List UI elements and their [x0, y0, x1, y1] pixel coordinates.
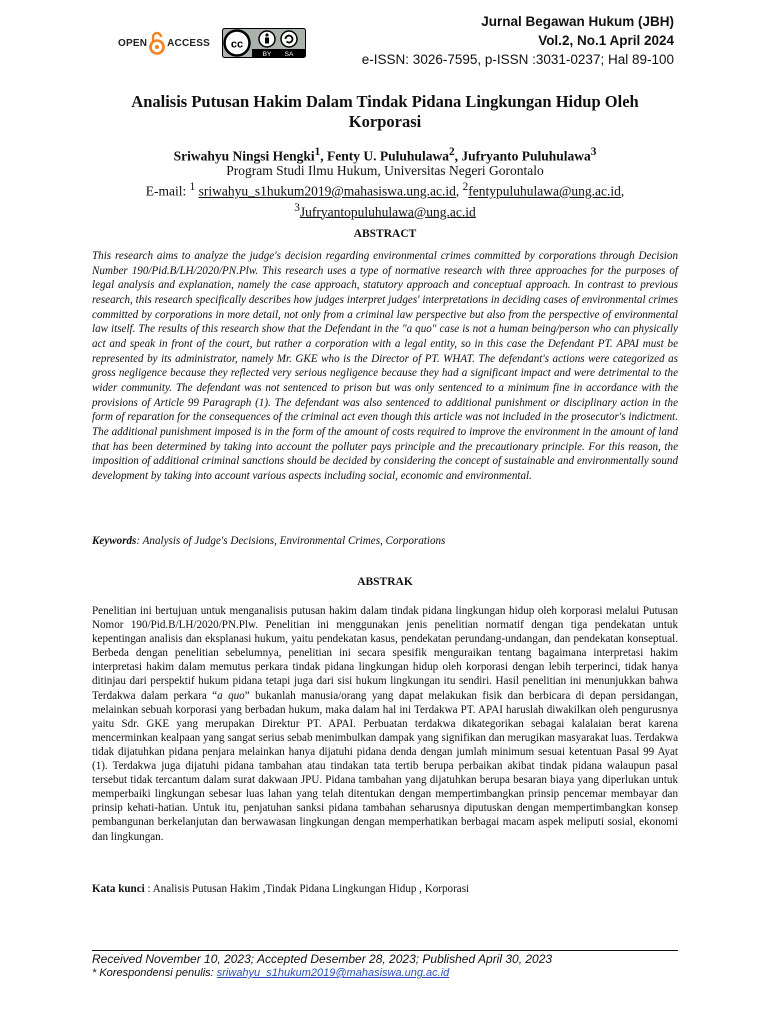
- journal-issn: e-ISSN: 3026-7595, p-ISSN :3031-0237; Hal 89-100: [361, 52, 674, 67]
- keywords-english: [92, 535, 678, 547]
- header-logos: [118, 28, 306, 58]
- keywords-indonesian: [92, 883, 678, 895]
- abstrak-heading: ABSTRAK: [357, 576, 413, 588]
- abstrak-text-part-2: ” bukanlah manusia/orang yang dapat melakukan fisik dan berbicara di depan persidangan, melainkan sebuah korporasi yang berbadan hukum, maka dalam hal ini Terdakwa PT. APAI haruslah diwakilkan oleh pengurusnya yaitu Sdr. GKE yang merupakan Direktur PT. APAI. Perbuatan terdakwa dikategorikan sebagai kalalaian berat karena mencerminkan kealpaan yang sangat serius sebab menimbulkan dampak yang signifikan dan merugikan masyarakat luas. Terdakwa tidak dijatuhkan pidana penjara melainkan hanya dijatuhi pidana denda dengan jumlah minimum sesuai ketentuan Pasal 99 Ayat (1). Terdakwa juga dijatuhi pidana tambahan atau tindakan tata tertib berupa perbaikan akibat tindak pidana walaupun pasal tersebut tidak tercantum dalam surat dakwaan JPU. Pidana tambahan yang dijatuhkan berupa besaran biaya yang diperlukan untuk memperbaiki lingkungan sebesar luas lahan yang telah ditentukan dengan mempertimbangkan prinsip pencemar membayar dan prinsip kehati-hatian. Untuk itu, penjatuhan sanksi pidana tambahan seharusnya diputuskan dengan mempertimbangkan konsep pembangunan berkelanjutan dan berwawasan lingkungan dengan memperhatikan berbagai macam aspek meliputi sosial, ekonomi dan lingkungan.: [92, 689, 678, 843]
- abstract-heading: ABSTRACT: [353, 228, 417, 240]
- email-1-link[interactable]: sriwahyu_s1hukum2019@mahasiswa.ung.ac.id: [198, 183, 456, 199]
- abstract-english-text: This research aims to analyze the judge's decision regarding environmental crimes committed by corporations through Decision Number 190/Pid.B/LH/2020/PN.Plw. This research uses a type of normative research with three approaches for the purposes of legal analysis and explanation, namely the case approach, statutory approach and conceptual approach. In contrast to previous research, this research specifically describes how judges interpret judges' interpretations in deciding cases of environmental crimes committed by corporations in more detail, not only from a criminal law perspective but also from the perspective of environmental law itself. The results of this research show that the Defendant in the "a quo" case is not a human being/person who can physically act and speak in front of the court, but rather a corporation with a legal entity, so in this case the Defendant PT. APAI must be represented by its administrator, namely Mr. GKE who is the Director of PT. WHAT. The defendant's actions were categorized as gross negligence because they reflected very serious negligence because they had a significant impact and were detrimental to the wider community. The defendant was not sentenced to prison but was only sentenced to a minimum fine in accordance with the provisions of Article 99 Paragraph (1). The defendant was also sentenced to additional punishment or disciplinary action in the form of reparation for the consequences of the criminal act even though this article was not included in the prosecutor's indictment. The additional punishment imposed is in the form of the amount of costs required to improve the environment in the amount of land that has been determined by taking into account the polluter pays principle and the precautionary principle. For this reason, the imposition of additional criminal sanctions should be decided by considering the concept of sustainable and environmentally sound development by taking into account various aspects including social, economic and environmental.: [92, 250, 678, 482]
- corresponding-author: [92, 967, 449, 979]
- abstrak-indonesian-text: [92, 604, 678, 844]
- article-title: [92, 92, 678, 132]
- author-list: Sriwahyu Ningsi Hengki$^1$, Fenty U. Puluhulawa$^2$, Jufryanto Puluhulawa$^3$: [173, 146, 597, 164]
- email-prefix: E-mail:: [145, 183, 187, 199]
- author-1-sup: 1: [314, 146, 321, 158]
- author-3: Jufryanto Puluhulawa: [461, 148, 591, 164]
- author-2: Fenty U. Puluhulawa: [327, 148, 449, 164]
- title-line-1: Analisis Putusan Hakim Dalam Tindak Pidana Lingkungan Hidup Oleh: [131, 92, 639, 111]
- abstrak-a-quo: a quo: [217, 689, 245, 702]
- author-1: Sriwahyu Ningsi Hengki: [173, 148, 315, 164]
- title-line-2: Korporasi: [348, 112, 422, 131]
- corr-label: * Korespondensi penulis:: [92, 967, 214, 979]
- kata-kunci-values: : Analisis Putusan Hakim ,Tindak Pidana Lingkungan Hidup , Korporasi: [144, 883, 470, 895]
- email-2-sup: 2: [462, 181, 469, 193]
- email-3-link[interactable]: Jufryantopuluhulawa@ung.ac.id: [299, 204, 476, 219]
- email-2-link[interactable]: fentypuluhulawa@ung.ac.id: [468, 183, 621, 199]
- cc-sa-label: SA: [284, 51, 294, 58]
- kata-kunci-label: Kata kunci: [92, 883, 145, 895]
- received-dates: Received November 10, 2023; Accepted Desember 28, 2023; Published April 30, 2023: [92, 952, 553, 966]
- keywords-values: : Analysis of Judge's Decisions, Environmental Crimes, Corporations: [136, 535, 446, 547]
- open-access-label-right: ACCESS: [167, 37, 211, 49]
- journal-name: Jurnal Begawan Hukum (JBH): [481, 14, 674, 29]
- svg-text:cc: cc: [230, 38, 244, 51]
- footer-divider: [92, 950, 678, 951]
- corr-email-link[interactable]: sriwahyu_s1hukum2019@mahasiswa.ung.ac.id: [216, 967, 450, 979]
- journal-volume: Vol.2, No.1 April 2024: [538, 33, 674, 48]
- open-access-label-left: OPEN: [118, 37, 148, 49]
- open-access-logo: [118, 31, 210, 55]
- email-1-sup: 1: [189, 181, 196, 193]
- affiliation: Program Studi Ilmu Hukum, Universitas Negeri Gorontalo: [226, 163, 544, 178]
- email-3-sup: 3: [294, 201, 300, 214]
- author-2-sup: 2: [448, 146, 455, 158]
- open-access-lock-icon: [149, 31, 165, 55]
- author-emails: E-mail: $^1$ sriwahyu_s1hukum2019@mahasiswa.ung.ac.id, $^2$fentypuluhulawa@ung.ac.id, $^3$Jufryantopuluhulawa@ung.ac.id: [145, 181, 625, 219]
- abstrak-text-part-1: Penelitian ini bertujuan untuk menganalisis putusan hakim dalam tindak pidana lingkungan hidup oleh korporasi melalui Putusan Nomor 190/Pid.B/LH/2020/PN.Plw. Penelitian ini menggunakan jenis penelitian normatif dengan tiga pendekatan untuk kepentingan analisis dan eksplanasi hukum, yaitu pendekatan kasus, pendekatan perundang-undangan, dan pendekatan konseptual. Berbeda dengan penelitian sebelumnya, penelitian ini secara spesifik menguraikan tentang bagaimana interpretasi hakim interpretasi hakim dalam memutus perkara tindak pidana lingkungan hidup oleh korporasi dengan lebih terperinci, tidak hanya ditinjau dari perspektif hukum pidana tetapi juga dari sisi hukum lingkungan itu sendiri. Hasil penelitian ini menunjukkan bahwa Terdakwa dalam perkara “: [92, 605, 678, 702]
- cc-by-label: BY: [262, 51, 272, 58]
- author-3-sup: 3: [590, 146, 597, 158]
- journal-info: [362, 12, 674, 69]
- creative-commons-by-sa-badge: [222, 28, 306, 58]
- keywords-label: Keywords: [92, 535, 137, 547]
